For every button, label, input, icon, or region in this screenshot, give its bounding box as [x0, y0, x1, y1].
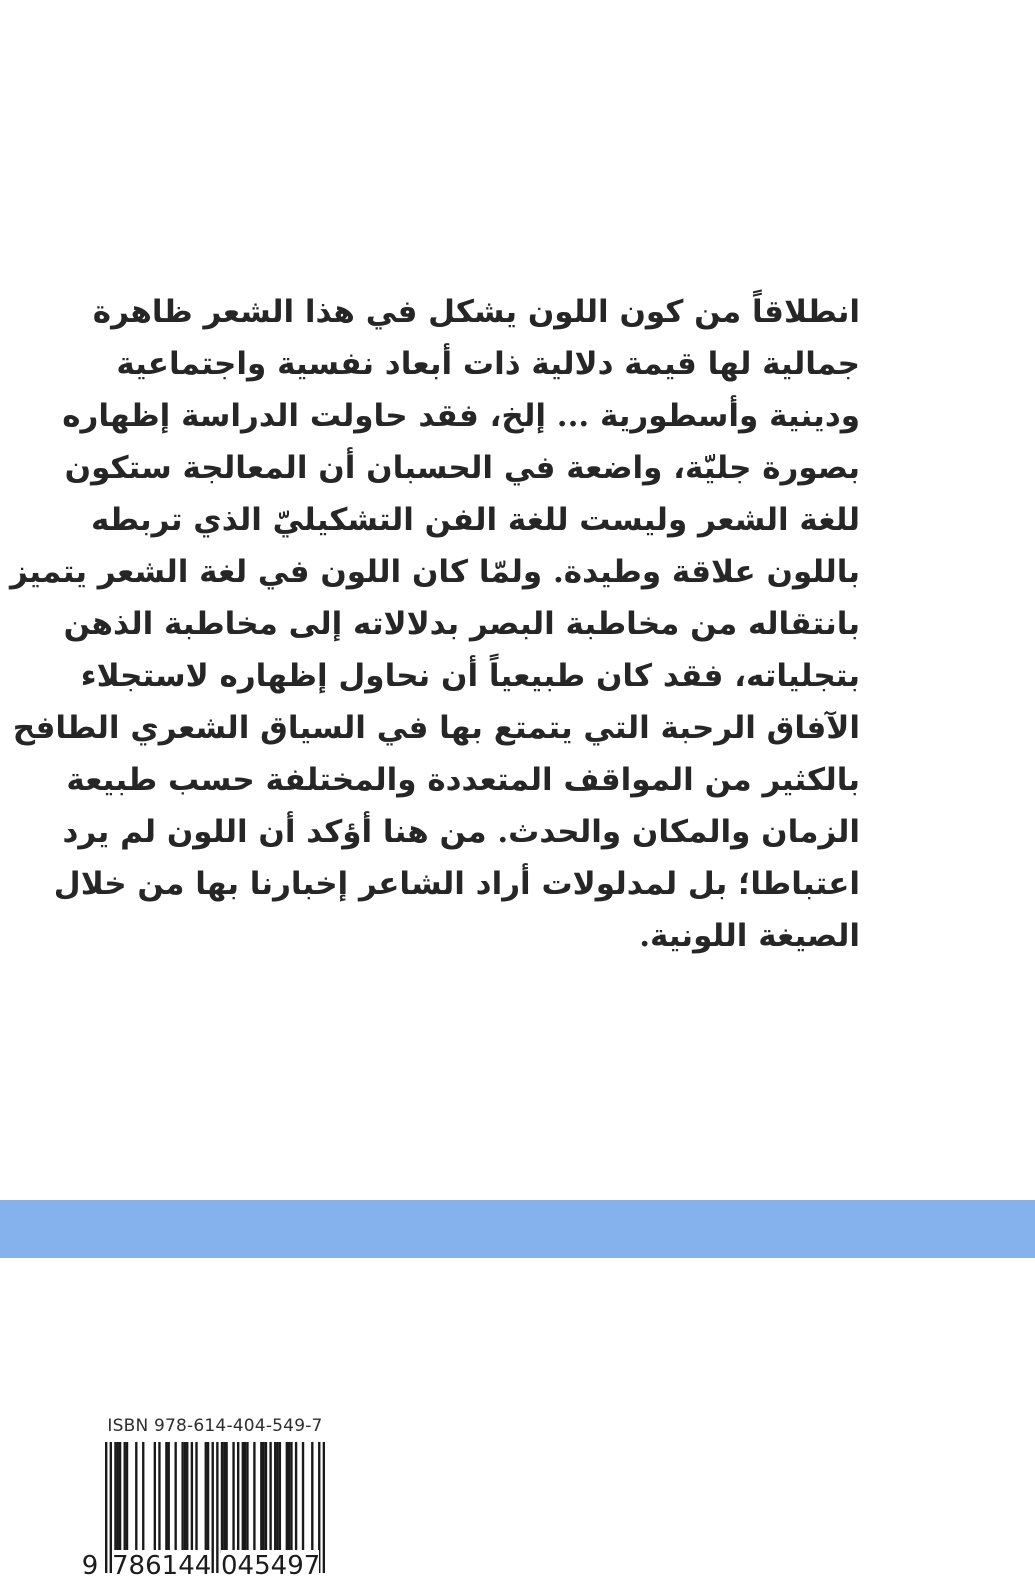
barcode-digits-group2 [221, 1550, 319, 1580]
isbn-barcode-block [78, 1416, 338, 1582]
paragraph-line: بصورة جليّة، واضعة في الحسبان أن المعالجة ستكون [64, 450, 860, 486]
paragraph-line: الزمان والمكان والحدث. من هنا أؤكد أن اللون لم يرد [62, 814, 860, 850]
barcode-digit-first: 9 [81, 1551, 99, 1581]
barcode-digit: 7 [303, 1551, 321, 1581]
barcode-digit: 7 [112, 1551, 129, 1581]
paragraph-line: بتجلياته، فقد كان طبيعياً أن نحاول إظهاره لاستجلاء [80, 658, 860, 694]
paragraph-line: اعتباطا؛ بل لمدلولات أراد الشاعر إخبارنا بها من خلال [53, 866, 860, 902]
barcode-digit: 4 [194, 1551, 212, 1581]
barcode-digits-group1 [112, 1550, 210, 1580]
paragraph-line: الصيغة اللونية. [639, 918, 860, 954]
paragraph-line: الآفاق الرحبة التي يتمتع بها في السياق الشعري الطافح [12, 710, 860, 746]
barcode-digit: 5 [254, 1551, 271, 1581]
paragraph-line: للغة الشعر وليست للغة الفن التشكيليّ الذي تربطه [90, 502, 860, 538]
paragraph-line: باللون علاقة وطيدة. ولمّا كان اللون في لغة الشعر يتميز [9, 554, 860, 590]
barcode-digit: 4 [178, 1551, 195, 1581]
barcode-digit: 6 [145, 1551, 162, 1581]
barcode-digit: 8 [128, 1551, 146, 1581]
barcode-digit: 4 [270, 1551, 288, 1581]
barcode-digit: 1 [161, 1551, 179, 1581]
paragraph-line: بانتقاله من مخاطبة البصر بدلالاته إلى مخاطبة الذهن [63, 606, 860, 642]
paragraph-line: جمالية لها قيمة دلالية ذات أبعاد نفسية واجتماعية [116, 346, 860, 382]
barcode-digit: 4 [237, 1551, 255, 1581]
paragraph-line: ودينية وأسطورية ... إلخ، فقد حاولت الدراسة إظهاره [62, 398, 860, 434]
paragraph-line: انطلاقاً من كون اللون يشكل في هذا الشعر ظاهرة [92, 294, 860, 330]
paragraph-line: بالكثير من المواقف المتعددة والمختلفة حسب طبيعة [66, 762, 860, 798]
accent-band [0, 1200, 1035, 1258]
barcode-digit: 9 [287, 1551, 304, 1581]
barcode-digit: 0 [221, 1551, 238, 1581]
isbn-label: ISBN 978-614-404-549-7 [107, 1416, 323, 1436]
back-cover-paragraph [9, 286, 860, 962]
